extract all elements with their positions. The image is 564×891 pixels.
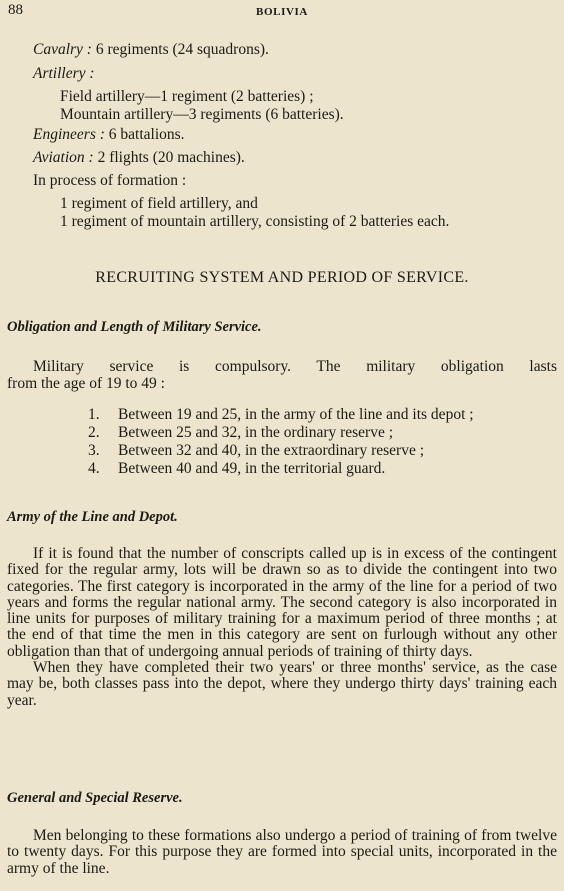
- reserve-paragraph: Men belonging to these formations also undergo a period of training of from twelve to twenty days. For this purpose they are formed into special units, incorporated in the army of the line.: [7, 827, 557, 877]
- engineers-line: [33, 126, 185, 143]
- cavalry-text: 6 regiments (24 squadrons).: [91, 41, 269, 58]
- obligation-item: [88, 460, 385, 477]
- section-heading: RECRUITING SYSTEM AND PERIOD OF SERVICE.: [95, 269, 469, 286]
- reserve-body: [7, 828, 557, 877]
- item-text: Between 25 and 32, in the ordinary reserve ;: [118, 424, 394, 441]
- item-text: Between 32 and 40, in the extraordinary reserve ;: [118, 442, 425, 459]
- formation-intro: In process of formation :: [33, 172, 187, 189]
- running-title: BOLIVIA: [256, 6, 308, 18]
- cavalry-line: [33, 41, 269, 58]
- obligation-intro-line: from the age of 19 to 49 :: [7, 375, 165, 392]
- obligation-heading: Obligation and Length of Military Service.: [7, 319, 262, 335]
- aviation-line: [33, 149, 245, 166]
- engineers-label: Engineers :: [33, 126, 105, 143]
- aviation-text: 2 flights (20 machines).: [93, 149, 245, 166]
- item-number: 2.: [88, 424, 100, 441]
- artillery-label: Artillery :: [33, 65, 95, 82]
- obligation-item: [88, 424, 393, 441]
- item-number: 3.: [88, 442, 100, 459]
- formation-item: 1 regiment of field artillery, and: [60, 195, 258, 212]
- obligation-intro-line: Military service is compulsory. The military obligation lasts: [33, 358, 557, 375]
- page-number: 88: [8, 2, 23, 18]
- item-text: Between 40 and 49, in the territorial guard.: [118, 460, 386, 477]
- aviation-label: Aviation :: [33, 149, 94, 166]
- mountain-artillery-line: Mountain artillery—3 regiments (6 batteries).: [60, 106, 344, 123]
- engineers-text: 6 battalions.: [104, 126, 185, 143]
- army-line-paragraph: If it is found that the number of conscripts called up is in excess of the contingent fixed for the regular army, lots will be drawn so as to divide the contingent into two categories. The first category is incorporated in the army of the line for a period of two years and forms the regular national army. The second category is also incorporated in line units for purposes of military training for a maximum period of three months ; at the end of that time the men in this category are sent on furlough without any other obligation than that of undergoing annual periods of training of thirty days.: [7, 545, 557, 660]
- reserve-heading: General and Special Reserve.: [7, 790, 183, 806]
- field-artillery-line: Field artillery—1 regiment (2 batteries) ;: [60, 88, 314, 105]
- item-text: Between 19 and 25, in the army of the line and its depot ;: [118, 406, 474, 423]
- item-number: 1.: [88, 406, 100, 423]
- army-line-heading: Army of the Line and Depot.: [7, 509, 178, 525]
- formation-item: 1 regiment of mountain artillery, consisting of 2 batteries each.: [60, 213, 450, 230]
- obligation-item: [88, 406, 474, 423]
- item-number: 4.: [88, 460, 100, 477]
- army-line-paragraph: When they have completed their two years' or three months' service, as the case may be, both classes pass into the depot, where they undergo thirty days' training each year.: [7, 659, 557, 709]
- army-line-body: [7, 546, 557, 709]
- obligation-item: [88, 442, 424, 459]
- cavalry-label: Cavalry :: [33, 41, 92, 58]
